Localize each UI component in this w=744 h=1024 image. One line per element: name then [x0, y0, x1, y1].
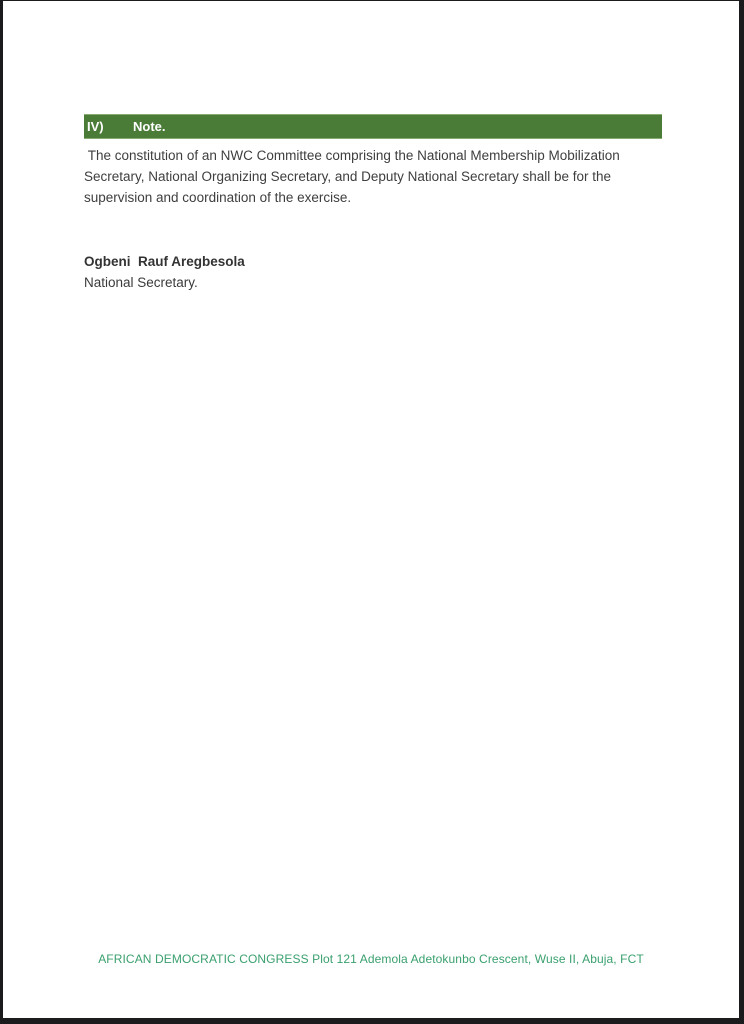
- body-paragraph: The constitution of an NWC Committee comprising the National Membership Mobilization Secretary, National Organizing Secretary, and Deputy National Secretary shall be for the supervision and coordination of the exercise.: [84, 148, 624, 205]
- footer-address: AFRICAN DEMOCRATIC CONGRESS Plot 121 Ademola Adetokunbo Crescent, Wuse II, Abuja, FCT: [98, 952, 644, 966]
- signatory-name: Ogbeni Rauf Aregbesola: [84, 254, 245, 269]
- section-marker: IV): [87, 119, 104, 134]
- section-title: Note.: [133, 119, 166, 134]
- section-header-bar: [84, 114, 662, 139]
- signatory-title: National Secretary.: [84, 275, 198, 290]
- signature-block: [84, 251, 245, 293]
- document-page: [3, 1, 739, 1018]
